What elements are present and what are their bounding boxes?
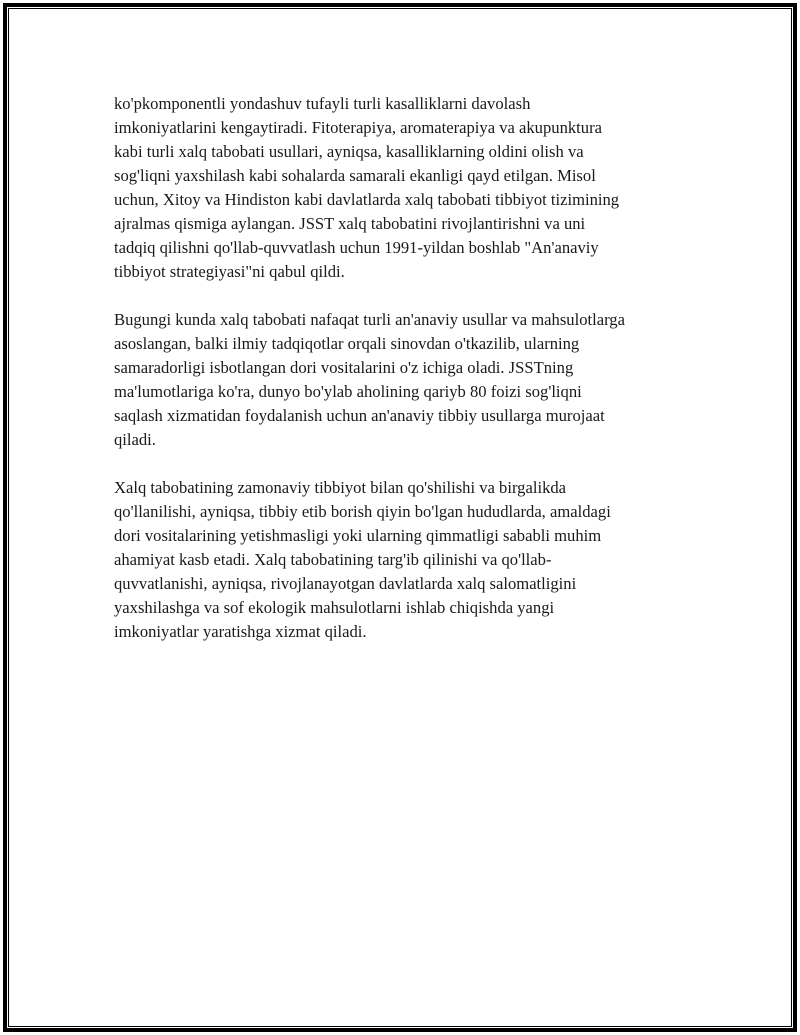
document-body [114, 92, 704, 668]
paragraph-1: ko'pkomponentli yondashuv tufayli turli kasalliklarni davolash imkoniyatlarini kengaytiradi. Fitoterapiya, aromaterapiya va akupunktura kabi turli xalq tabobati usullari, ayniqsa, kasalliklarning oldini olish va sog'liqni yaxshilash kabi sohalarda samarali ekanligi qayd etilgan. Misol uchun, Xitoy va Hindiston kabi davlatlarda xalq tabobati tibbiyot tizimining ajralmas qismiga aylangan. JSST xalq tabobatini rivojlantirishni va uni tadqiq qilishni qo'llab-quvvatlash uchun 1991-yildan boshlab "An'anaviy tibbiyot strategiyasi"ni qabul qildi. [114, 94, 620, 281]
paragraph-3: Xalq tabobatining zamonaviy tibbiyot bilan qo'shilishi va birgalikda qo'llanilishi, ayniqsa, tibbiy etib borish qiyin bo'lgan hududlarda, amaldagi dori vositalarining yetishmasligi yoki ularning qimmatligi sababli muhim ahamiyat kasb etadi. Xalq tabobatining targ'ib qilinishi va qo'llab- quvvatlanishi, ayniqsa, rivojlanayotgan davlatlarda xalq salomatligini yaxshilashga va sof ekologik mahsulotlarni ishlab chiqishda yangi imkoniyatlar yaratishga xizmat qiladi. [114, 478, 611, 641]
paragraph-2: Bugungi kunda xalq tabobati nafaqat turli an'anaviy usullar va mahsulotlarga asoslangan, balki ilmiy tadqiqotlar orqali sinovdan o'tkazilib, ularning samaradorligi isbotlangan dori vositalarini o'z ichiga oladi. JSSTning ma'lumotlariga ko'ra, dunyo bo'ylab aholining qariyb 80 foizi sog'liqni saqlash xizmatidan foydalanish uchun an'anaviy tibbiy usullarga murojaat qiladi. [114, 310, 625, 449]
